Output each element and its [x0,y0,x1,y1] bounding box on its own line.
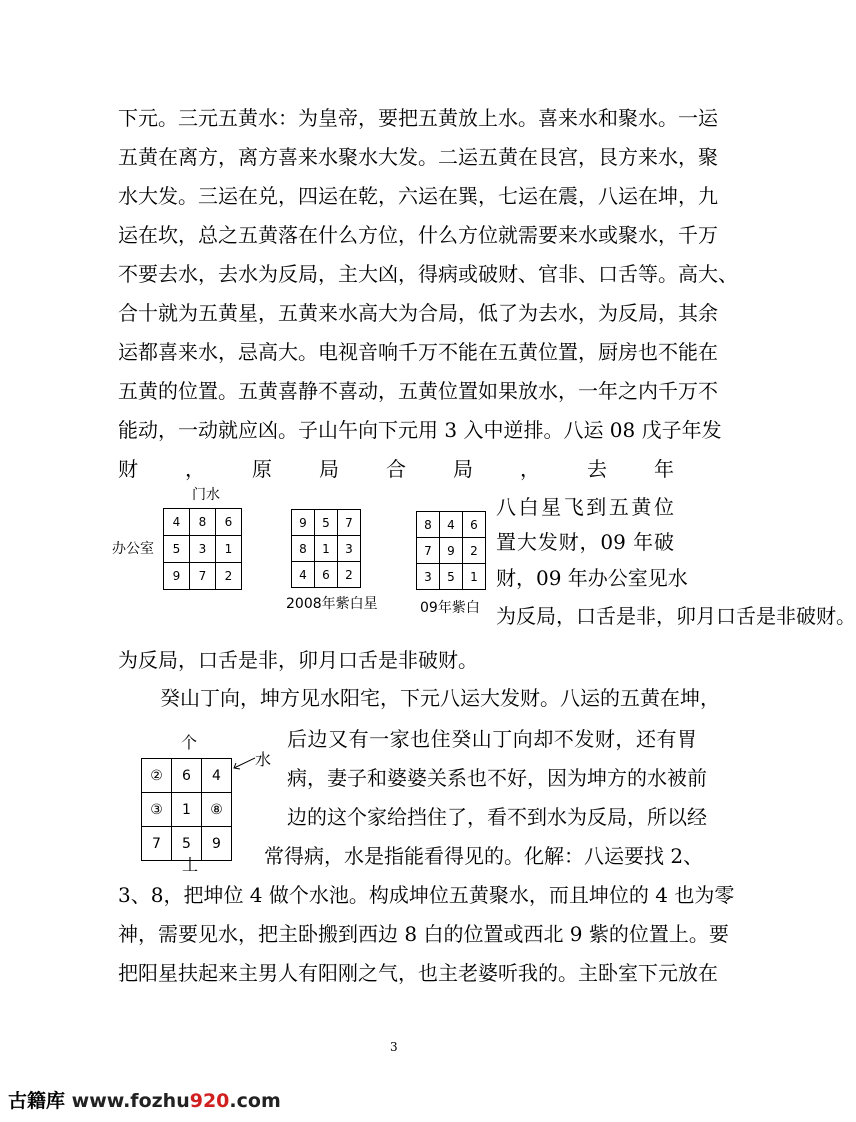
text-line-6: 合十就为五黄星，五黄来水高大为合局，低了为去水，为反局，其余 [118,301,718,325]
diagram4-cell: 6 [172,759,202,793]
diagram2-cell: 7 [338,510,361,536]
diagram3-cell: 4 [440,512,463,538]
diagram2-cell: 2 [338,562,361,588]
text-line-23: 把阳星扶起来主男人有阳刚之气，也主老婆听我的。主卧室下元放在 [118,961,718,985]
diagram3-cell: 2 [463,538,486,564]
diagram4-cell: 1 [172,793,202,827]
diagram3-cell: 7 [417,538,440,564]
page-number: 3 [390,1040,398,1054]
diagram3-grid [416,511,486,590]
diagram2-cell: 6 [315,562,338,588]
text-line-14: 为反局，口舌是非，卯月口舌是非破财。 [496,604,856,628]
diagram2-cell: 9 [292,510,315,536]
diagram3-cell: 1 [463,564,486,590]
diagram1-cell: 5 [164,536,190,563]
text-line-8: 五黄的位置。五黄喜静不喜动，五黄位置如果放水，一年之内千万不 [118,379,718,403]
diagram1-grid [163,508,242,590]
diagram4-cell: 5 [172,827,202,861]
footer-url-suffix: .com [229,1090,281,1112]
text-line-7: 运都喜来水，忌高大。电视音响千万不能在五黄位置，厨房也不能在 [118,340,718,364]
diagram3-cell: 6 [463,512,486,538]
diagram1-top-label: 门水 [192,487,220,503]
text-line-12: 置大发财，09 年破 [496,530,674,554]
diagram4-top-mark: 个 [181,733,198,752]
diagram2-grid [291,509,361,588]
diagram3-cell: 8 [417,512,440,538]
text-line-20: 常得病，水是指能看得见的。化解：八运要找 2、 [264,844,704,868]
diagram4-cell: 4 [202,759,232,793]
diagram3-cell: 5 [440,564,463,590]
diagram2-cell: 1 [315,536,338,562]
text-line-3: 水大发。三运在兑，四运在乾，六运在巽，七运在震，八运在坤，九 [118,184,718,208]
footer-site-name: 古籍库 [8,1090,66,1112]
diagram1-cell: 8 [190,509,216,536]
text-line-17: 后边又有一家也住癸山丁向却不发财，还有胃 [287,727,697,751]
diagram2-cell: 8 [292,536,315,562]
diagram3-cell: 3 [417,564,440,590]
text-line-11: 八白星飞到五黄位 [496,495,674,519]
footer-url-number: 920 [189,1090,230,1112]
diagram1-cell: 7 [190,563,216,590]
diagram2-cell: 4 [292,562,315,588]
diagram4-cell: ③ [142,793,172,827]
text-line-18: 病，妻子和婆婆关系也不好，因为坤方的水被前 [287,766,707,790]
diagram2-cell: 5 [315,510,338,536]
diagram4-bottom-mark: 丄 [182,855,199,874]
text-line-10: 财，原局合局，去年 [118,457,674,481]
diagram4-arrow-label: 水 [255,750,272,769]
text-line-5: 不要去水，去水为反局，主大凶，得病或破财、官非、口舌等。高大、 [118,262,738,286]
water-arrow-icon [232,755,258,773]
diagram2-caption: 2008年紫白星 [286,596,378,612]
text-line-4: 运在坎，总之五黄落在什么方位，什么方位就需要来水或聚水，千万 [118,223,718,247]
diagram2-cell: 3 [338,536,361,562]
text-line-22: 神，需要见水，把主卧搬到西边 8 白的位置或西北 9 紫的位置上。要 [118,922,729,946]
diagram4-cell: 7 [142,827,172,861]
diagram4-cell: ⑧ [202,793,232,827]
text-line-9: 能动，一动就应凶。子山午向下元用 3 入中逆排。八运 08 戊子年发 [118,418,722,442]
text-line-16: 癸山丁向，坤方见水阳宅，下元八运大发财。八运的五黄在坤， [160,686,720,710]
diagram3-caption: 09年紫白 [420,600,480,616]
diagram1-cell: 9 [164,563,190,590]
text-line-13: 财，09 年办公室见水 [496,566,688,590]
text-line-15: 为反局，口舌是非，卯月口舌是非破财。 [118,648,478,672]
diagram3-cell: 9 [440,538,463,564]
diagram1-cell: 1 [216,536,242,563]
text-line-19: 边的这个家给挡住了，看不到水为反局，所以经 [287,805,707,829]
diagram1-cell: 6 [216,509,242,536]
diagram4-cell: ② [142,759,172,793]
footer-watermark [8,1086,281,1113]
footer-url-prefix: www.fozhu [71,1090,190,1112]
text-line-2: 五黄在离方，离方喜来水聚水大发。二运五黄在艮宫，艮方来水，聚 [118,145,718,169]
diagram4-grid [141,758,232,861]
diagram1-cell: 3 [190,536,216,563]
diagram1-cell: 2 [216,563,242,590]
text-line-1: 下元。三元五黄水：为皇帝，要把五黄放上水。喜来水和聚水。一运 [118,106,718,130]
diagram4-cell: 9 [202,827,232,861]
text-line-21: 3、8，把坤位 4 做个水池。构成坤位五黄聚水，而且坤位的 4 也为零 [118,883,735,907]
diagram1-left-label: 办公室 [112,541,154,557]
diagram1-cell: 4 [164,509,190,536]
